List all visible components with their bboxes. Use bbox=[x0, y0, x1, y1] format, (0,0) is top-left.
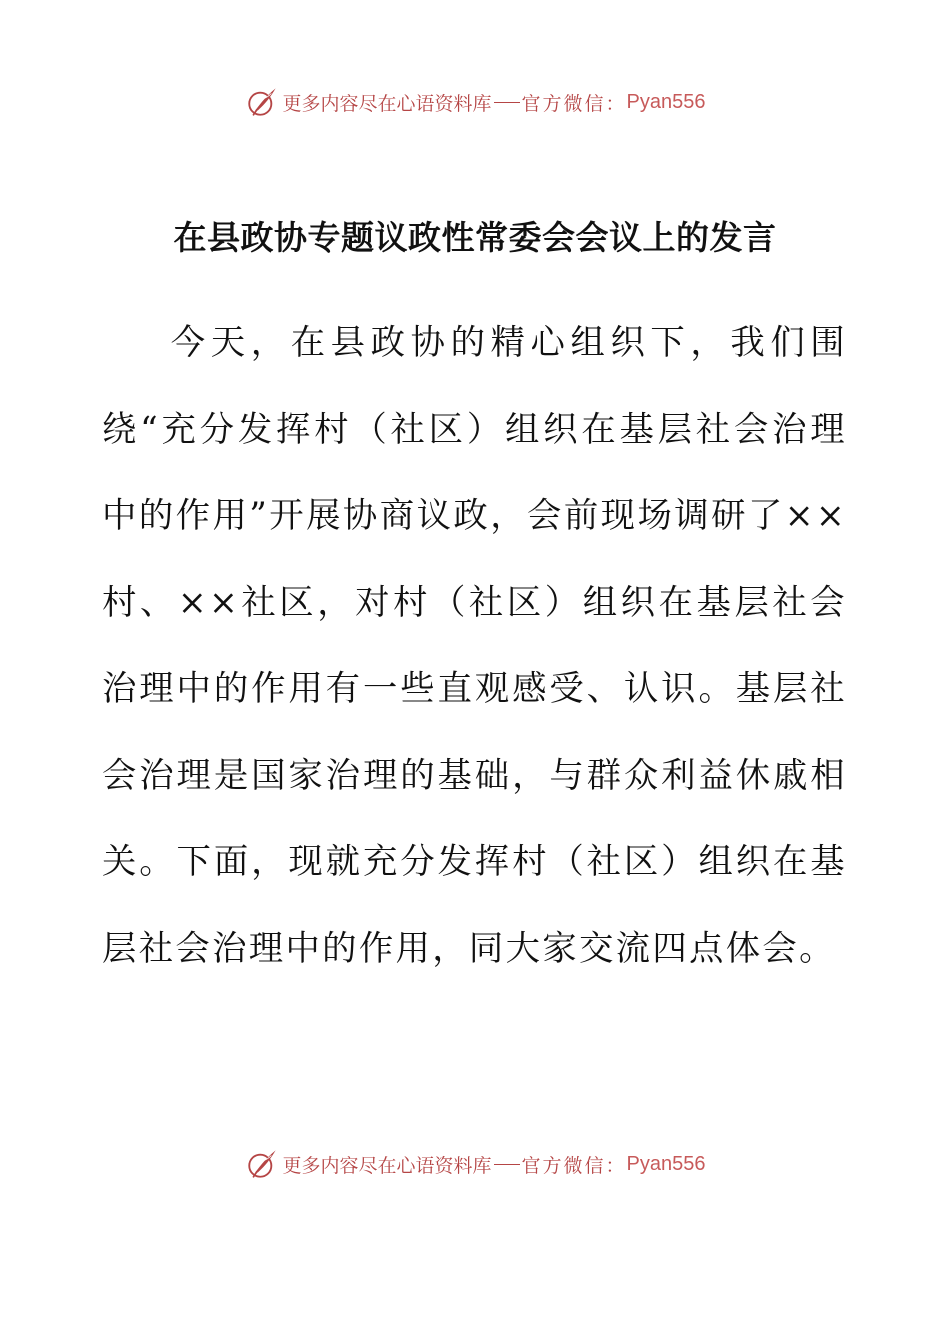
banner-label: 官方微信： bbox=[521, 1154, 627, 1177]
quill-pen-logo-icon bbox=[245, 85, 279, 119]
document-title: 在县政协专题议政性常委会会议上的发言 bbox=[173, 218, 777, 257]
banner-label: 官方微信： bbox=[521, 92, 627, 115]
banner-wechat-id: Pyan556 bbox=[626, 1152, 706, 1175]
banner-dash bbox=[494, 1164, 520, 1165]
document-paragraph: 今天，在县政协的精心组织下，我们围绕“充分发挥村（社区）组织在基层社会治理中的作用”开展协商议政，会前现场调研了××村、××社区，对村（社区）组织在基层社会治理中的作用有一些直观感受、认识。基层社会治理是国家治理的基础，与群众利益休戚相关。下面，现就充分发挥村（社区）组织在基层社会治理中的作用，同大家交流四点体会。 bbox=[102, 323, 847, 969]
header-banner bbox=[0, 82, 950, 122]
banner-slogan: 更多内容尽在心语资料库 bbox=[282, 1154, 492, 1177]
quill-pen-logo-icon bbox=[245, 1147, 279, 1181]
banner-wechat-id: Pyan556 bbox=[626, 90, 706, 113]
banner-slogan: 更多内容尽在心语资料库 bbox=[282, 92, 492, 115]
banner-dash bbox=[494, 102, 520, 103]
footer-banner bbox=[0, 1144, 950, 1184]
